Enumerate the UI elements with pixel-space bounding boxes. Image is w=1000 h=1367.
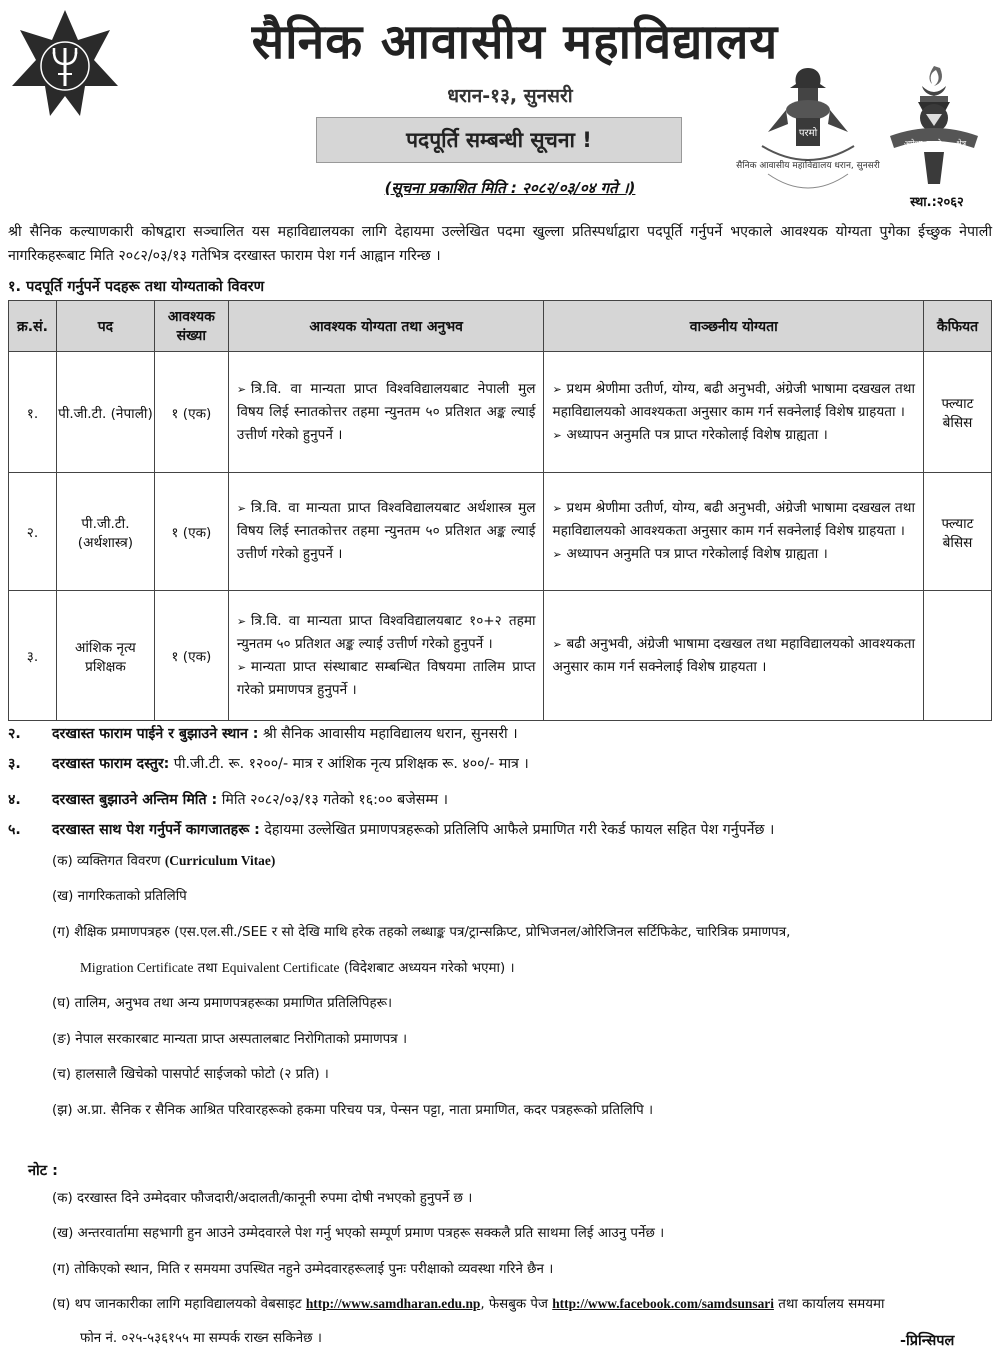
- row-sn: ३.: [9, 591, 57, 721]
- note-heading: नोट :: [28, 1163, 58, 1179]
- preferred-item: प्रथम श्रेणीमा उतीर्ण, योग्य, बढी अनुभवी, अंग्रेजी भाषामा दखखल तथा महाविद्यालयको आवश्यकता अनुसार काम गर्न सक्नेलाई विशेष ग्राहयता ।: [552, 500, 915, 539]
- section-text: पी.जी.टी. रू. १२००/- मात्र र आंशिक नृत्य प्रशिक्षक रू. ४००/- मात्र ।: [169, 756, 529, 772]
- note-phone: फोन नं. ०२५-५३६१५५ मा सम्पर्क राख्न सकिनेछ ।: [80, 1331, 322, 1346]
- published-date: (सूचना प्रकाशित मिति : २०८२/०३/०४ गते ।): [384, 179, 636, 197]
- section-label: दरखास्त फाराम दस्तुर:: [52, 756, 170, 772]
- row-preferred: [544, 591, 924, 721]
- arrow-bullet-icon: ➢: [552, 382, 562, 396]
- signature-principal: -प्रिन्सिपल: [900, 1333, 955, 1349]
- document-text: (क) व्यक्तिगत विवरण: [52, 854, 161, 869]
- note-item: (ख) अन्तरवार्तामा सहभागी हुन आउने उम्मेदवारले पेश गर्नु भएको सम्पूर्ण प्रमाण पत्रहरू सक्कलै प्रति साथमा लिई आउनु पर्नेछ ।: [52, 1226, 665, 1241]
- college-address: धरान-१३, सुनसरी: [447, 85, 573, 107]
- note-item: (क) दरखास्त दिने उम्मेदवार फौजदारी/अदालती/कानूनी रुपमा दोषी नभएको हुनुपर्ने छ ।: [52, 1191, 473, 1206]
- row-sn: २.: [9, 473, 57, 591]
- header-post: पद: [56, 301, 154, 352]
- notice-title: पदपूर्ति सम्बन्धी सूचना !: [316, 117, 682, 163]
- header-count: आवश्यक संख्या: [154, 301, 228, 352]
- arrow-bullet-icon: ➢: [236, 382, 247, 396]
- header-required: आवश्यक योग्यता तथा अनुभव: [228, 301, 544, 352]
- document-item: (च) हालसालै खिचेको पासपोर्ट साईजको फोटो (२ प्रति) ।: [52, 1067, 329, 1082]
- arrow-bullet-icon: ➢: [552, 637, 562, 651]
- arrow-bullet-icon: ➢: [552, 502, 562, 515]
- logo-right-text: क्षेत्र: [956, 139, 967, 148]
- section-2: [8, 724, 518, 743]
- established-year: स्था.:२०६२: [910, 195, 964, 210]
- arrow-bullet-icon: ➢: [552, 548, 562, 561]
- website-link[interactable]: http://www.samdharan.edu.np: [305, 1296, 481, 1311]
- college-seal-logo: [736, 62, 880, 212]
- row-count: १ (एक): [154, 473, 228, 591]
- section-text: श्री सैनिक आवासीय महाविद्यालय धरान, सुनसरी ।: [258, 726, 518, 742]
- section-text: देहायमा उल्लेखित प्रमाणपत्रहरूको प्रतिलिपि आफैले प्रमाणित गरी रेकर्ड फायल सहित पेश गर्नुपर्नेछ ।: [259, 822, 775, 838]
- document-item: (ग) शैक्षिक प्रमाणपत्रहरु (एस.एल.सी./SEE र सो देखि माथि हरेक तहको लब्धाङ्क पत्र/ट्रान्सक्रिप्ट, प्रोभिजनल/ओरिजिनल सर्टिफिकेट, चारित्रिक प्रमाणपत्र,: [52, 925, 791, 940]
- row-required: [228, 591, 544, 721]
- row-remarks: [924, 591, 992, 721]
- row-sn: १.: [9, 352, 57, 473]
- required-item: त्रि.वि. वा मान्यता प्राप्त विश्वविद्यालयबाट अर्थशास्त्र मुल विषय लिई स्नातकोत्तर तहमा न्युनतम ५० प्रतिशत अङ्क ल्याई उत्तीर्ण गरेको हुनुपर्ने ।: [236, 500, 536, 562]
- arrow-bullet-icon: ➢: [236, 614, 247, 628]
- arrow-bullet-icon: ➢: [236, 660, 247, 674]
- section-1-title: १. पदपूर्ति गर्नुपर्ने पदहरू तथा योग्यताको विवरण: [8, 279, 265, 295]
- table-row: [9, 591, 992, 721]
- document-item: (ङ) नेपाल सरकारबाट मान्यता प्राप्त अस्पतालबाट निरोगिताको प्रमाणपत्र ।: [52, 1032, 408, 1047]
- arrow-bullet-icon: ➢: [552, 428, 562, 442]
- document-text-en: (Curriculum Vitae): [164, 853, 276, 868]
- document-item: (झ) अ.प्रा. सैनिक र सैनिक आश्रित परिवारहरूको हकमा परिचय पत्र, पेन्सन पट्टा, नाता प्रमाणित, कदर पत्रहरूको प्रतिलिपि ।: [52, 1103, 654, 1118]
- seal-text: सैनिक आवासीय महाविद्यालय धरान, सुनसरी: [736, 161, 880, 171]
- header-remarks: कैफियत: [924, 301, 992, 352]
- section-number: ५.: [8, 822, 21, 838]
- section-number: ४.: [8, 792, 21, 808]
- note-item: [52, 1294, 885, 1312]
- table-header-row: [9, 301, 992, 352]
- table-row: [9, 352, 992, 473]
- row-post: आंशिक नृत्य प्रशिक्षक: [56, 591, 154, 721]
- header-sn: क्र.सं.: [9, 301, 57, 352]
- preferred-item: बढी अनुभवी, अंग्रेजी भाषामा दखखल तथा महाविद्यालयको आवश्यकता अनुसार काम गर्न सक्नेलाई विशेष ग्राहयता ।: [552, 635, 915, 675]
- section-3: [8, 754, 529, 773]
- note-item: (ग) तोकिएको स्थान, मिति र समयमा उपस्थित नहुने उम्मेदवारहरूलाई पुनः परीक्षाको व्यवस्था गरिने छैन ।: [52, 1262, 554, 1277]
- document-item: [52, 851, 275, 869]
- facebook-link[interactable]: http://www.facebook.com/samdsunsari: [552, 1296, 774, 1311]
- table-row: [9, 473, 992, 591]
- row-count: १ (एक): [154, 352, 228, 473]
- logo-left-text: अपेक्षा: [904, 139, 923, 148]
- preferred-item: अध्यापन अनुमति पत्र प्राप्त गरेकोलाई विशेष ग्राह्यता ।: [566, 546, 828, 562]
- note-text: तथा कार्यालय समयमा: [773, 1297, 885, 1312]
- arrow-bullet-icon: ➢: [236, 502, 247, 515]
- section-label: दरखास्त साथ पेश गर्नुपर्ने कागजातहरू :: [52, 822, 260, 838]
- college-title: सैनिक आवासीय महाविद्यालय: [251, 14, 779, 70]
- vacancy-table: [8, 300, 992, 721]
- document-text-en: Equivalent Certificate: [221, 960, 340, 975]
- seal-motto: परमो: [798, 128, 818, 139]
- row-post: पी.जी.टी. (अर्थशास्त्र): [56, 473, 154, 591]
- header-preferred: वाञ्छनीय योग्यता: [544, 301, 924, 352]
- note-text: (घ) थप जानकारीका लागि महाविद्यालयको वेबसाइट: [52, 1297, 306, 1312]
- row-required: [228, 473, 544, 591]
- row-required: [228, 352, 544, 473]
- section-4: [8, 790, 448, 809]
- army-star-emblem-icon: [10, 8, 120, 118]
- document-text: (विदेशबाट अध्ययन गरेको भएमा) ।: [339, 961, 515, 976]
- row-preferred: [544, 473, 924, 591]
- preferred-item: अध्यापन अनुमति पत्र प्राप्त गरेकोलाई विशेष ग्राह्यता ।: [566, 426, 828, 443]
- section-label: दरखास्त फाराम पाईने र बुझाउने स्थान :: [52, 726, 259, 742]
- row-remarks: फ्ल्याट बेसिस: [924, 473, 992, 591]
- document-item: (घ) तालिम, अनुभव तथा अन्य प्रमाणपत्रहरूका प्रमाणित प्रतिलिपिहरू।: [52, 996, 393, 1011]
- document-text-en: Migration Certificate: [80, 960, 194, 975]
- document-item-continued: [80, 958, 515, 976]
- note-text: , फेसबुक पेज: [480, 1297, 553, 1312]
- row-post: पी.जी.टी. (नेपाली): [56, 352, 154, 473]
- section-number: २.: [8, 726, 21, 742]
- section-label: दरखास्त बुझाउने अन्तिम मिति :: [52, 792, 218, 808]
- intro-paragraph: श्री सैनिक कल्याणकारी कोषद्वारा सञ्चालित यस महाविद्यालयका लागि देहायमा उल्लेखित पदमा खुल्ला प्रतिस्पर्धाद्वारा पदपूर्ति गर्नुपर्ने भएकाले आवश्यक योग्यता पुगेका ईच्छुक नेपाली नागरिकहरूबाट मिति २०८२/०३/१३ गतेभित्र दरखास्त फाराम पेश गर्न आह्वान गरिन्छ ।: [8, 224, 992, 264]
- section-text: मिति २०८२/०३/१३ गतेको १६:०० बजेसम्म ।: [217, 792, 449, 808]
- section-number: ३.: [8, 756, 21, 772]
- required-item: मान्यता प्राप्त संस्थाबाट सम्बन्धित विषयमा तालिम प्राप्त गरेको प्रमाणपत्र हुनुपर्ने ।: [236, 658, 536, 698]
- logo-motto: परमो: [926, 139, 942, 148]
- document-item: (ख) नागरिकताको प्रतिलिपि: [52, 889, 187, 904]
- required-item: त्रि.वि. वा मान्यता प्राप्त विश्वविद्यालयबाट नेपाली मुल विषय लिई स्नातकोत्तर तहमा न्युनतम ५० प्रतिशत अङ्क ल्याई उत्तीर्ण गरेको हुनुपर्ने ।: [236, 380, 536, 443]
- required-item: त्रि.वि. वा मान्यता प्राप्त विश्वविद्यालयबाट १०+२ तहमा न्युनतम ५० प्रतिशत अङ्क ल्याई उत्तीर्ण गरेको हुनुपर्ने ।: [236, 612, 536, 652]
- row-count: १ (एक): [154, 591, 228, 721]
- preferred-item: प्रथम श्रेणीमा उतीर्ण, योग्य, बढी अनुभवी, अंग्रेजी भाषामा दखखल तथा महाविद्यालयको आवश्यकता अनुसार काम गर्न सक्नेलाई विशेष ग्राहयता ।: [552, 380, 915, 420]
- row-preferred: [544, 352, 924, 473]
- row-remarks: फ्ल्याट बेसिस: [924, 352, 992, 473]
- section-5: [8, 820, 774, 839]
- college-flame-logo: [878, 62, 990, 190]
- document-text: तथा: [193, 961, 222, 976]
